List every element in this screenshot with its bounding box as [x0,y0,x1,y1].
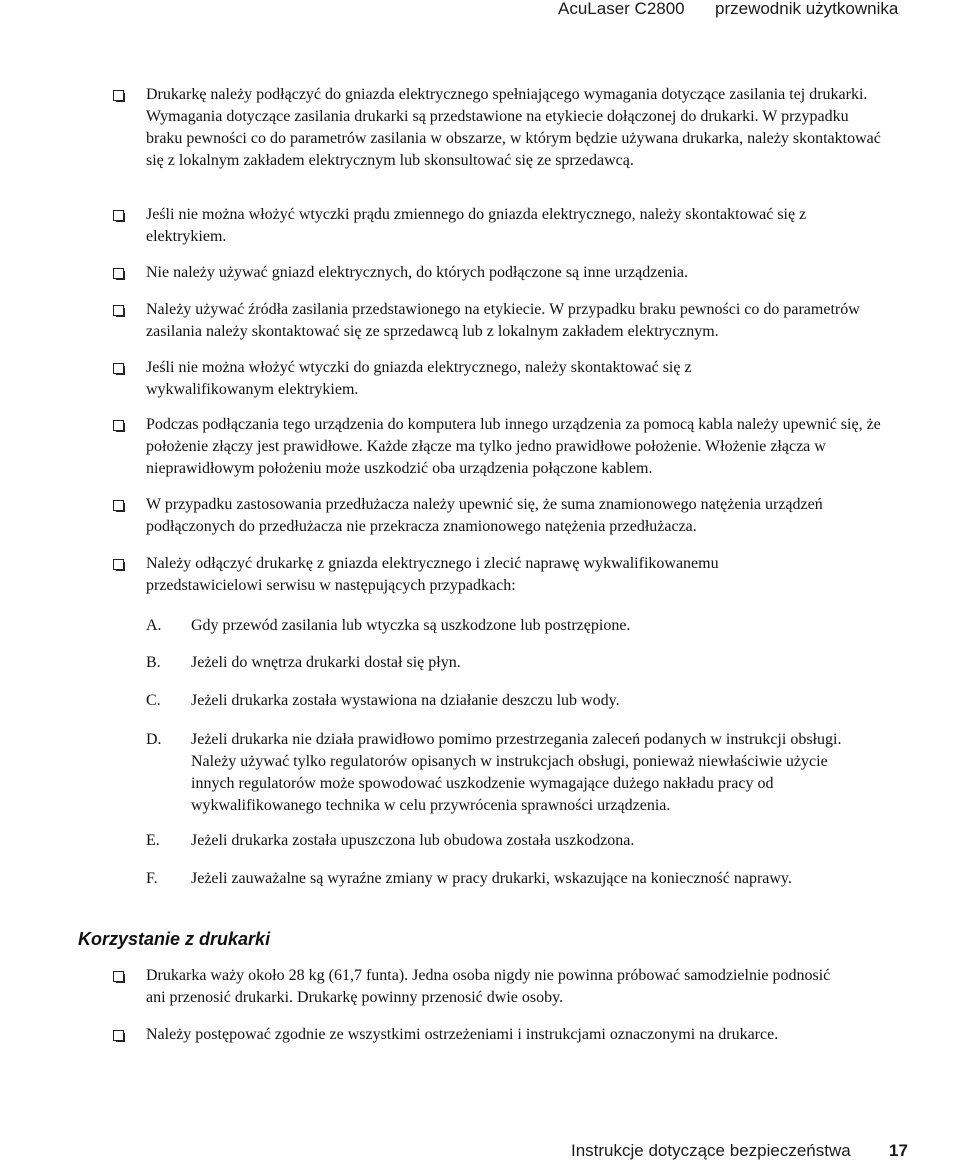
sub-list-marker: B. [146,654,161,671]
list-item-text: Nie należy używać gniazd elektrycznych, do których podłączone są inne urządzenia. [146,264,688,281]
list-item-text: Jeśli nie można włożyć wtyczki do gniazda elektrycznego, należy skontaktować się z wykwalifikowanym elektrykiem. [146,359,692,398]
sub-list-marker: C. [146,692,161,709]
list-item-text: Drukarkę należy podłączyć do gniazda elektrycznego spełniającego wymagania dotyczące zasilania tej drukarki. Wymagania dotyczące zasilania drukarki są przedstawione na etykiecie dołączonej do drukarki. W przypadku braku pewności co do parametrów zasilania w obszarze, w którym będzie używana drukarka, należy skontaktować się z lokalnym zakładem elektrycznym lub skonsultować się ze sprzedawcą. [146,86,881,169]
checkbox-bullet-icon [113,420,125,432]
list-item-text: Należy odłączyć drukarkę z gniazda elektrycznego i zlecić naprawę wykwalifikowanemu przedstawicielowi serwisu w następujących przypadkach: [146,555,719,594]
sub-list-text: Jeżeli zauważalne są wyraźne zmiany w pracy drukarki, wskazujące na konieczność naprawy. [191,870,792,887]
document-title: AcuLaser C2800 [558,0,685,18]
running-header [0,0,960,20]
sub-list-marker: F. [146,870,158,887]
checkbox-bullet-icon [113,210,125,222]
checkbox-bullet-icon [113,1030,125,1042]
sub-list-marker: E. [146,832,160,849]
list-item-text: Należy używać źródła zasilania przedstawionego na etykiecie. W przypadku braku pewności co do parametrów zasilania należy skontaktować się ze sprzedawcą lub z lokalnym zakładem elektrycznym. [146,301,860,340]
checkbox-bullet-icon [113,559,125,571]
list-item-text: W przypadku zastosowania przedłużacza należy upewnić się, że suma znamionowego natężenia urządzeń podłączonych do przedłużacza nie przekracza znamionowego natężenia przedłużacza. [146,496,823,535]
list-item-text: Drukarka waży około 28 kg (61,7 funta). Jedna osoba nigdy nie powinna próbować samodzielnie podnosić ani przenosić drukarki. Drukarkę powinny przenosić dwie osoby. [146,967,831,1006]
list-item-text: Jeśli nie można włożyć wtyczki prądu zmiennego do gniazda elektrycznego, należy skontaktować się z elektrykiem. [146,206,807,245]
checkbox-bullet-icon [113,305,125,317]
running-footer [0,1141,960,1165]
checkbox-bullet-icon [113,500,125,512]
checkbox-bullet-icon [113,363,125,375]
footer-section-title: Instrukcje dotyczące bezpieczeństwa [571,1141,851,1160]
sub-list-marker: A. [146,617,162,634]
checkbox-bullet-icon [113,90,125,102]
sub-list-text: Jeżeli drukarka nie działa prawidłowo pomimo przestrzegania zaleceń podanych w instrukcji obsługi. Należy używać tylko regulatorów opisanych w instrukcjach obsługi, ponieważ niewłaściwie użycie innych regulatorów może spowodować uszkodzenie wymagające dużego nakładu pracy od wykwalifikowanego technika w celu przywrócenia sprawności urządzenia. [191,731,842,814]
list-item-text: Podczas podłączania tego urządzenia do komputera lub innego urządzenia za pomocą kabla należy upewnić się, że położenie złączy jest prawidłowe. Każde złącze ma tylko jedno prawidłowe położenie. Włożenie złącza w nieprawidłowym położeniu może uszkodzić oba urządzenia połączone kablem. [146,416,881,477]
document-subtitle: przewodnik użytkownika [715,0,899,18]
checkbox-bullet-icon [113,268,125,280]
sub-list-text: Jeżeli drukarka została upuszczona lub obudowa została uszkodzona. [191,832,635,849]
sub-list-marker: D. [146,731,162,748]
sub-list-text: Gdy przewód zasilania lub wtyczka są uszkodzone lub postrzępione. [191,617,631,634]
sub-list-text: Jeżeli drukarka została wystawiona na działanie deszczu lub wody. [191,692,620,709]
list-item-text: Należy postępować zgodnie ze wszystkimi ostrzeżeniami i instrukcjami oznaczonymi na drukarce. [146,1026,779,1043]
section-heading: Korzystanie z drukarki [78,929,271,949]
page-number: 17 [889,1141,908,1160]
checkbox-bullet-icon [113,971,125,983]
sub-list-text: Jeżeli do wnętrza drukarki dostał się płyn. [191,654,461,671]
